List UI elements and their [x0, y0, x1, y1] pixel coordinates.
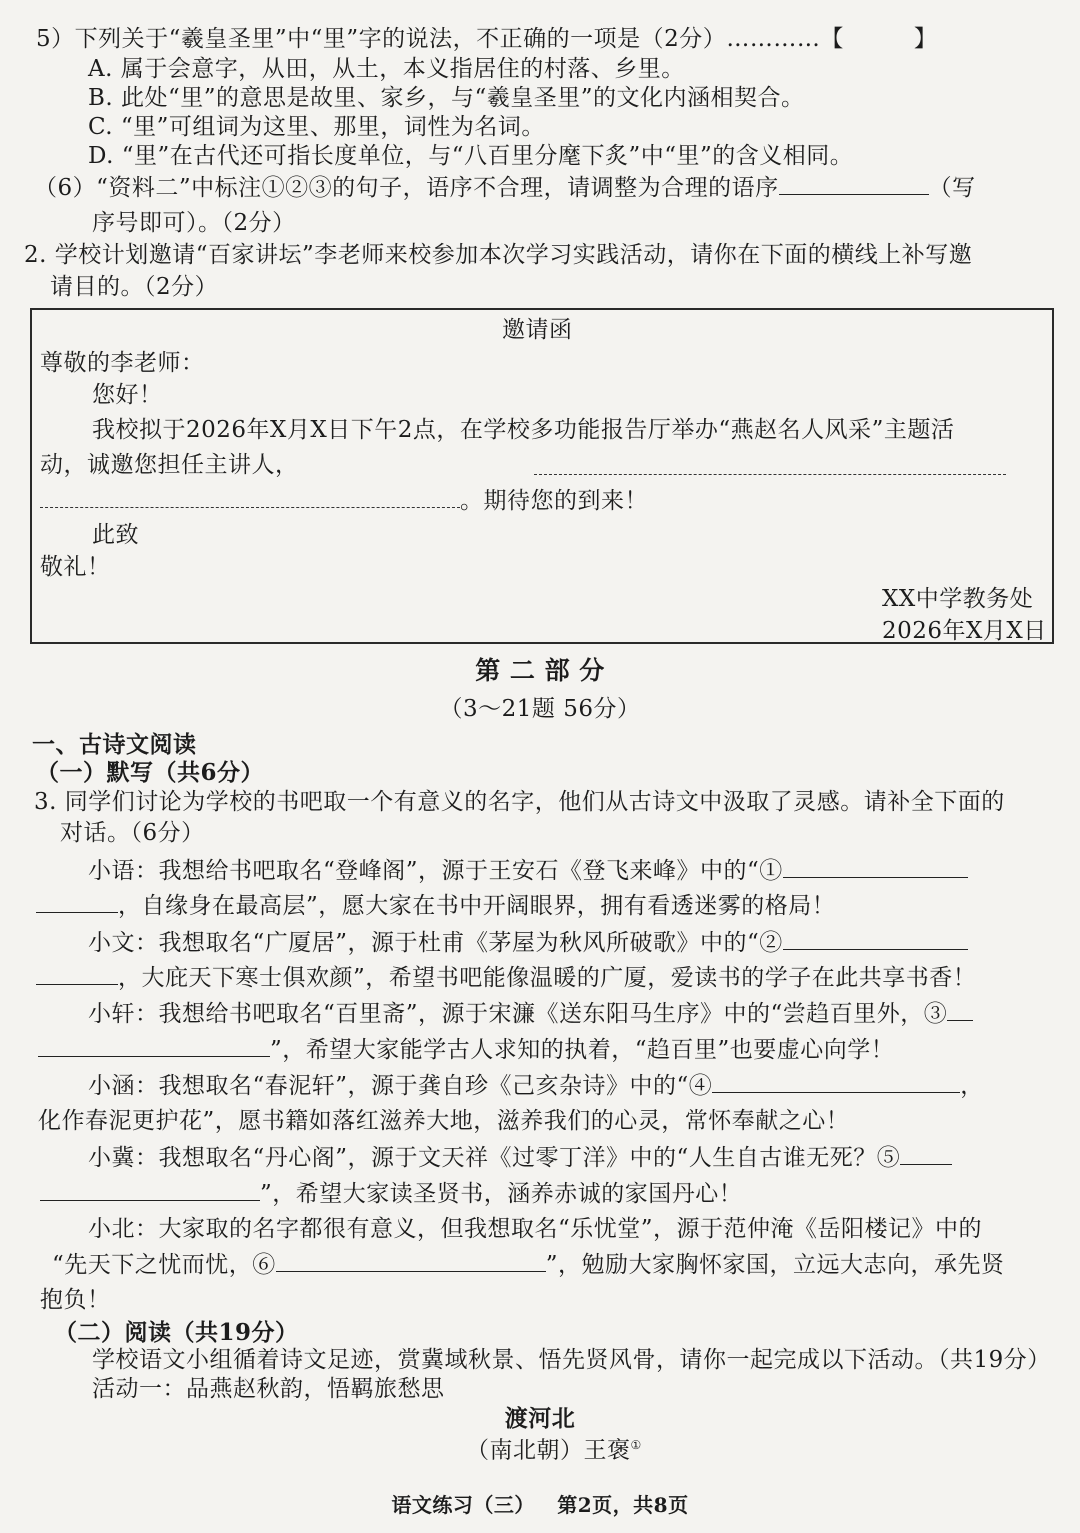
letter-body3-tail: 。期待您的到来！ [460, 488, 648, 514]
dialogue-6c: 抱负！ [40, 1287, 111, 1313]
page-footer: 语文练习（三） 第2页，共8页 [391, 1493, 689, 1517]
q6-line2: 序号即可）。（2分） [92, 210, 296, 236]
dialogue-6b [52, 1249, 1005, 1280]
dialogue-2a [88, 927, 968, 958]
dialogue-5a-text: 小冀：我想取名“丹心阁”，源于文天祥《过零丁洋》中的“人生自古谁无死？⑤ [88, 1145, 901, 1171]
q5-stem-text: 下列关于“羲皇圣里”中“里”字的说法，不正确的一项是（2分） [74, 26, 727, 52]
q2-line2: 请目的。（2分） [50, 274, 219, 300]
blank-6[interactable] [276, 1249, 546, 1272]
letter-title: 邀请函 [502, 317, 573, 343]
letter-body2-text: 动，诚邀您担任主讲人， [40, 452, 299, 478]
blank-1-part2[interactable] [36, 890, 118, 913]
blank-2-part1[interactable] [783, 927, 968, 950]
dialogue-6b-pre: “先天下之忧而忧，⑥ [52, 1252, 276, 1278]
dialogue-3b-text: ”，希望大家能学古人求知的执着，“趋百里”也要虚心向学！ [270, 1037, 895, 1063]
dialogue-4a [88, 1070, 984, 1101]
q6-text: （6）“资料二”中标注①②③的句子，语序不合理，请调整为合理的语序 [34, 175, 779, 201]
q2-line1: 2. 学校计划邀请“百家讲坛”李老师来校参加本次学习实践活动，请你在下面的横线上补写邀 [24, 242, 973, 268]
q5-bracket-close: 】 [913, 26, 938, 52]
dialogue-5b-text: ”，希望大家读圣贤书，涵养赤诚的家国丹心！ [260, 1181, 743, 1207]
section1-heading: 一、古诗文阅读 [32, 731, 197, 758]
letter-salutation: 尊敬的李老师： [40, 350, 205, 376]
blank-1-part1[interactable] [783, 855, 968, 878]
poem-author [466, 1430, 642, 1466]
q5-option-b: B. 此处“里”的意思是故里、家乡，与“羲皇圣里”的文化内涵相契合。 [88, 85, 805, 111]
section1-sub2: （二）阅读（共19分） [54, 1319, 299, 1346]
letter-purpose-blank-2[interactable] [40, 485, 460, 508]
q6-tail: （写 [928, 175, 976, 201]
q6-line1 [34, 172, 976, 203]
dialogue-3a-text: 小轩：我想给书吧取名“百里斋”，源于宋濂《送东阳马生序》中的“尝趋百里外，③ [88, 1001, 948, 1027]
dialogue-1b [36, 890, 835, 921]
q5-leader: ………… [726, 26, 821, 52]
dialogue-2b [36, 962, 976, 993]
activity-1: 活动一：品燕赵秋韵，悟羁旅愁思 [92, 1376, 445, 1402]
poem-footnote-mark: ① [630, 1438, 642, 1452]
dialogue-6a: 小北：大家取的名字都很有意义，但我想取名“乐忧堂”，源于范仲淹《岳阳楼记》中的 [88, 1216, 983, 1242]
dialogue-2b-text: ，大庇天下寒士俱欢颜”，希望书吧能像温暖的广厦，爱读书的学子在此共享书香！ [118, 965, 977, 991]
dialogue-4a-tail: ， [960, 1073, 984, 1099]
poem-title: 渡河北 [504, 1405, 576, 1432]
q5-option-c: C. “里”可组词为这里、那里，词性为名词。 [88, 114, 545, 140]
blank-4[interactable] [712, 1070, 960, 1093]
dialogue-6b-post: ”，勉励大家胸怀家国，立远大志向，承先贤 [545, 1252, 1005, 1278]
dialogue-5a [88, 1142, 952, 1173]
q5-option-a: A. 属于会意字，从田，从土，本义指居住的村落、乡里。 [88, 56, 685, 82]
dialogue-4a-text: 小涵：我想取名“春泥轩”，源于龚自珍《己亥杂诗》中的“④ [88, 1073, 713, 1099]
q5-option-d: D. “里”在古代还可指长度单位，与“八百里分麾下炙”中“里”的含义相同。 [88, 143, 854, 169]
q3-line2: 对话。（6分） [60, 820, 205, 846]
dialogue-4b: 化作春泥更护花”，愿书籍如落红滋养大地，滋养我们的心灵，常怀奉献之心！ [38, 1108, 850, 1134]
dialogue-3b [38, 1034, 894, 1065]
letter-greeting: 您好！ [92, 382, 163, 408]
letter-closing1: 此致 [92, 522, 139, 548]
q5-bracket-open: 【 [820, 26, 844, 52]
blank-3-part2[interactable] [38, 1034, 270, 1057]
reading-intro: 学校语文小组循着诗文足迹，赏冀域秋景、悟先贤风骨，请你一起完成以下活动。（共19分） [92, 1347, 1051, 1373]
letter-purpose-blank-1[interactable] [534, 452, 1006, 475]
part2-title: 第 二 部 分 [475, 656, 605, 685]
q6-answer-blank[interactable] [779, 172, 929, 195]
part2-subtitle: （3～21题 56分） [439, 696, 641, 722]
section1-sub1: （一）默写（共6分） [36, 759, 265, 786]
letter-date: 2026年X月X日 [882, 618, 1047, 644]
dialogue-1a [88, 855, 968, 886]
dialogue-5b [40, 1178, 742, 1209]
dialogue-1a-text: 小语：我想给书吧取名“登峰阁”，源于王安石《登飞来峰》中的“① [88, 858, 783, 884]
blank-5-part1[interactable] [900, 1142, 952, 1165]
letter-body3 [40, 485, 648, 516]
blank-3-part1[interactable] [947, 998, 973, 1021]
blank-5-part2[interactable] [40, 1178, 260, 1201]
q5-number: 5） [36, 26, 75, 52]
poem-author-text: （南北朝）王褒 [466, 1437, 631, 1464]
q3-line1: 3. 同学们讨论为学校的书吧取一个有意义的名字，他们从古诗文中汲取了灵感。请补全下面的 [34, 789, 1005, 815]
letter-body1: 我校拟于2026年X月X日下午2点，在学校多功能报告厅举办“燕赵名人风采”主题活 [92, 417, 955, 443]
letter-body2 [40, 450, 299, 480]
q5-stem [36, 24, 937, 54]
blank-2-part2[interactable] [36, 962, 118, 985]
dialogue-3a [88, 998, 973, 1029]
letter-sender: XX中学教务处 [882, 586, 1034, 612]
dialogue-1b-text: ，自缘身在最高层”，愿大家在书中开阔眼界，拥有看透迷雾的格局！ [118, 893, 836, 919]
dialogue-2a-text: 小文：我想取名“广厦居”，源于杜甫《茅屋为秋风所破歌》中的“② [88, 930, 783, 956]
letter-closing2: 敬礼！ [40, 554, 111, 580]
